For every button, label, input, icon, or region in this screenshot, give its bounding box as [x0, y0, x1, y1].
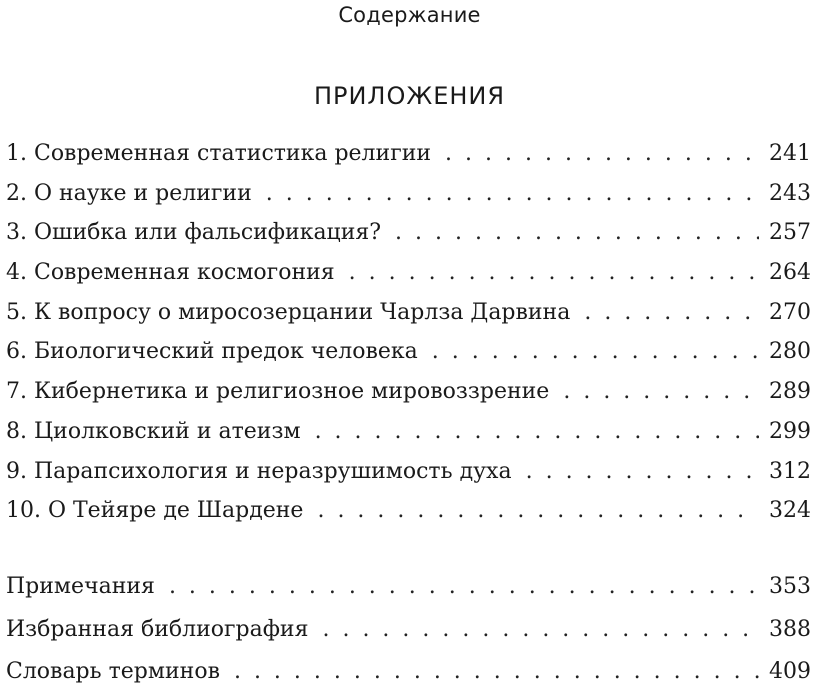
- dot-leader: [234, 651, 759, 694]
- dot-leader: [563, 372, 759, 412]
- toc-entry[interactable]: [6, 491, 811, 531]
- toc-entry-page: 241: [769, 141, 811, 166]
- toc-entry-title: Избранная библиография: [6, 616, 309, 642]
- dot-leader: [584, 293, 759, 333]
- toc-entry-page: 243: [769, 180, 811, 206]
- toc-entry-page: 388: [769, 616, 811, 642]
- toc-entry-title: 3. Ошибка или фальсификация?: [6, 220, 382, 246]
- toc-entry[interactable]: [6, 293, 811, 333]
- toc-entry-page: 409: [769, 659, 811, 684]
- toc-entry-title: 8. Циолковский и атеизм: [6, 418, 301, 444]
- toc-entry-page: 353: [769, 574, 811, 599]
- toc-entry[interactable]: [6, 452, 811, 492]
- running-head: Содержание: [338, 3, 481, 27]
- toc-entry-page: 270: [769, 299, 811, 325]
- dot-leader: [432, 332, 759, 372]
- dot-leader: [317, 491, 759, 531]
- toc-entry-title: 4. Современная космогония: [6, 260, 335, 286]
- toc-entry-title: 10. О Тейяре де Шардене: [6, 498, 304, 524]
- toc-entry-title: Примечания: [6, 574, 155, 599]
- toc-entry[interactable]: [6, 174, 811, 214]
- toc-entry[interactable]: [6, 213, 811, 253]
- toc-entry-page: 257: [769, 220, 811, 246]
- toc-entry-title: Словарь терминов: [6, 659, 220, 684]
- toc-entry-page: 289: [769, 379, 811, 405]
- dot-leader: [315, 412, 759, 452]
- toc-entry-page: 312: [769, 458, 811, 484]
- back-matter-toc-list: [6, 566, 811, 694]
- toc-entry-title: 7. Кибернетика и религиозное мировоззрение: [6, 379, 550, 405]
- dot-leader: [266, 174, 759, 214]
- toc-entry-title: 5. К вопросу о миросозерцании Чарлза Дарвина: [6, 299, 571, 325]
- toc-entry[interactable]: [6, 412, 811, 452]
- toc-entry[interactable]: [6, 253, 811, 293]
- toc-entry[interactable]: [6, 609, 811, 652]
- toc-entry[interactable]: [6, 134, 811, 174]
- section-title: ПРИЛОЖЕНИЯ: [313, 82, 506, 110]
- toc-entry[interactable]: [6, 566, 811, 609]
- dot-leader: [445, 134, 759, 174]
- dot-leader: [349, 253, 759, 293]
- toc-entry-page: 324: [769, 498, 811, 524]
- toc-entry-page: 264: [769, 260, 811, 286]
- toc-entry[interactable]: [6, 332, 811, 372]
- toc-entry-title: 1. Современная статистика религии: [6, 141, 432, 166]
- dot-leader: [322, 609, 759, 652]
- toc-entry-page: 280: [769, 339, 811, 365]
- toc-entry-title: 6. Биологический предок человека: [6, 339, 418, 365]
- dot-leader: [395, 213, 759, 253]
- toc-entry-page: 299: [769, 418, 811, 444]
- dot-leader: [526, 452, 759, 492]
- toc-entry-title: 9. Парапсихология и неразрушимость духа: [6, 458, 512, 484]
- dot-leader: [169, 566, 759, 609]
- toc-entry-title: 2. О науке и религии: [6, 180, 252, 206]
- toc-entry[interactable]: [6, 372, 811, 412]
- toc-entry[interactable]: [6, 651, 811, 694]
- appendix-toc-list: [6, 134, 811, 531]
